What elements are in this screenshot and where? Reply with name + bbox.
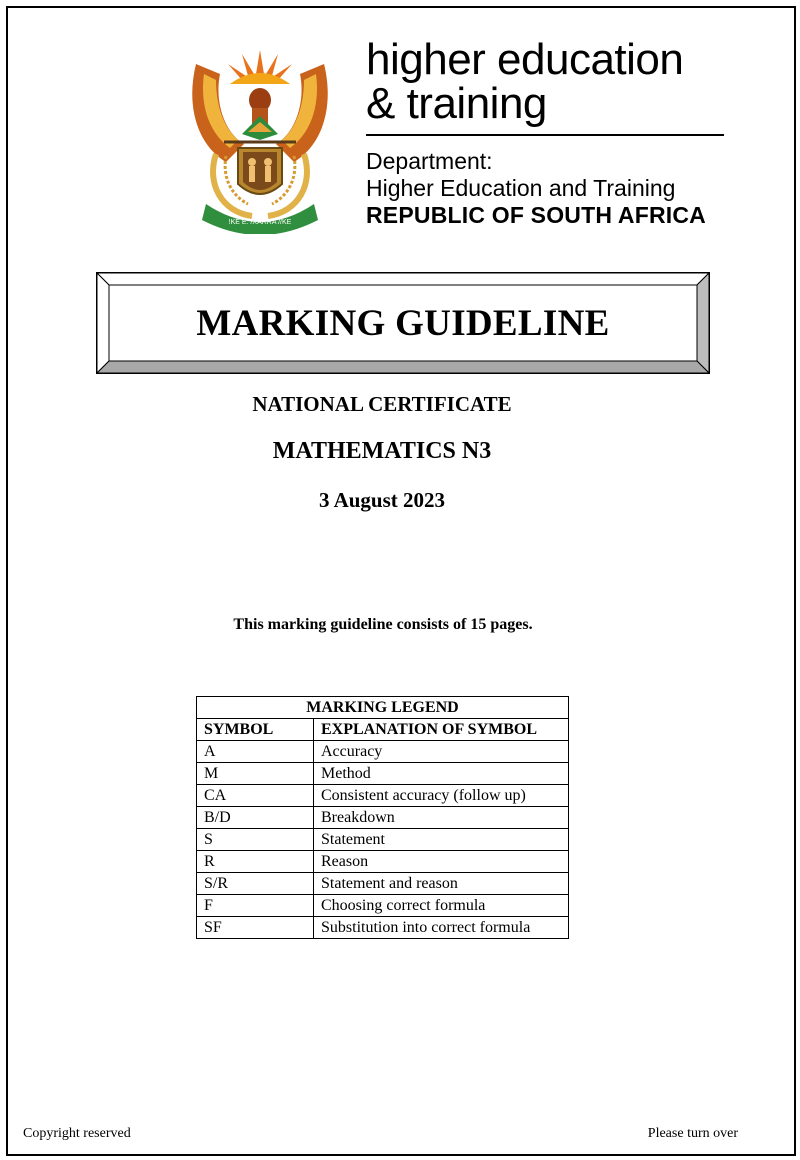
marking-legend-table [196,696,569,939]
table-row [197,873,569,895]
department-label: Department: [366,148,493,174]
table-row [197,785,569,807]
legend-explanation: Reason [314,851,569,873]
department-header [366,35,736,229]
legend-explanation: Consistent accuracy (follow up) [314,785,569,807]
brand-line-1: higher education [366,35,684,84]
legend-title: MARKING LEGEND [197,697,569,719]
table-row [197,763,569,785]
title-frame [96,272,710,374]
coat-of-arms-icon [186,44,334,234]
department-name: Higher Education and Training [366,175,676,201]
crest-motto: !KE E: /XARRA //KE [228,219,292,226]
legend-explanation: Substitution into correct formula [314,917,569,939]
legend-explanation: Breakdown [314,807,569,829]
legend-symbol: B/D [197,807,314,829]
table-row [197,895,569,917]
brand-line-2: & training [366,79,547,128]
legend-symbol: F [197,895,314,917]
table-row [197,807,569,829]
table-row [197,741,569,763]
legend-column-symbol: SYMBOL [197,719,314,741]
legend-symbol: CA [197,785,314,807]
brand-divider [366,134,724,136]
legend-symbol: A [197,741,314,763]
country-name: REPUBLIC OF SOUTH AFRICA [366,202,706,228]
pages-note: This marking guideline consists of 15 pages. [233,616,533,633]
exam-date: 3 August 2023 [318,488,446,512]
legend-explanation: Statement [314,829,569,851]
footer-turn-over: Please turn over [647,1126,738,1141]
legend-explanation: Choosing correct formula [314,895,569,917]
legend-explanation: Statement and reason [314,873,569,895]
table-row [197,851,569,873]
subject-name: MATHEMATICS N3 [272,438,492,464]
legend-symbol: S [197,829,314,851]
legend-explanation: Method [314,763,569,785]
legend-symbol: M [197,763,314,785]
legend-symbol: S/R [197,873,314,895]
footer-copyright: Copyright reserved [23,1126,131,1141]
legend-explanation: Accuracy [314,741,569,763]
legend-symbol: SF [197,917,314,939]
table-row [197,829,569,851]
legend-column-explanation: EXPLANATION OF SYMBOL [314,719,569,741]
document-title: MARKING GUIDELINE [196,302,610,344]
legend-symbol: R [197,851,314,873]
table-row [197,917,569,939]
certificate-name: NATIONAL CERTIFICATE [252,392,512,416]
